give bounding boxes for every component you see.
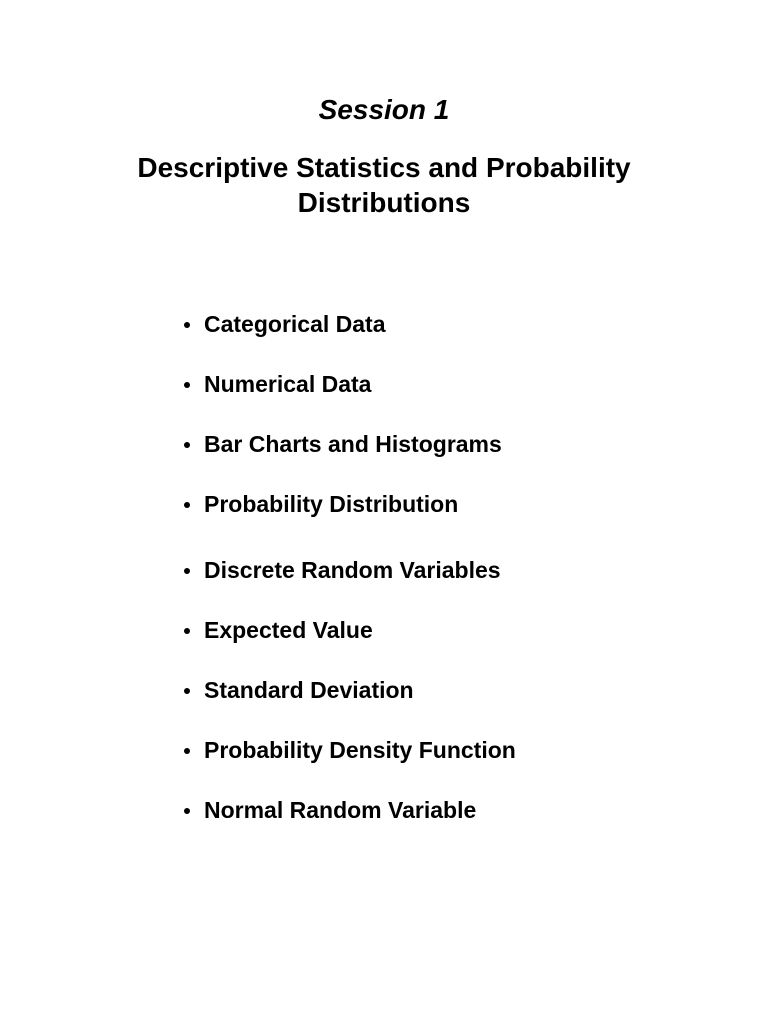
page-title: Descriptive Statistics and Probability Distributions	[137, 152, 631, 218]
bullet-icon	[184, 442, 190, 448]
bullet-icon	[184, 382, 190, 388]
list-item-label: Probability Distribution	[204, 491, 459, 517]
bullet-icon	[184, 808, 190, 814]
list-item-label: Categorical Data	[204, 311, 386, 337]
list-item-label: Discrete Random Variables	[204, 557, 501, 583]
bullet-icon	[184, 502, 190, 508]
list-item-label: Standard Deviation	[204, 677, 414, 703]
bullet-icon	[184, 322, 190, 328]
list-item-label: Probability Density Function	[204, 737, 516, 763]
bullet-icon	[184, 628, 190, 634]
bullet-icon	[184, 568, 190, 574]
list-item-label: Bar Charts and Histograms	[204, 431, 502, 457]
list-item-label: Normal Random Variable	[204, 797, 477, 823]
list-item-label: Numerical Data	[204, 371, 372, 397]
bullet-icon	[184, 688, 190, 694]
list-item-label: Expected Value	[204, 617, 373, 643]
session-heading: Session 1	[318, 94, 450, 125]
bullet-icon	[184, 748, 190, 754]
